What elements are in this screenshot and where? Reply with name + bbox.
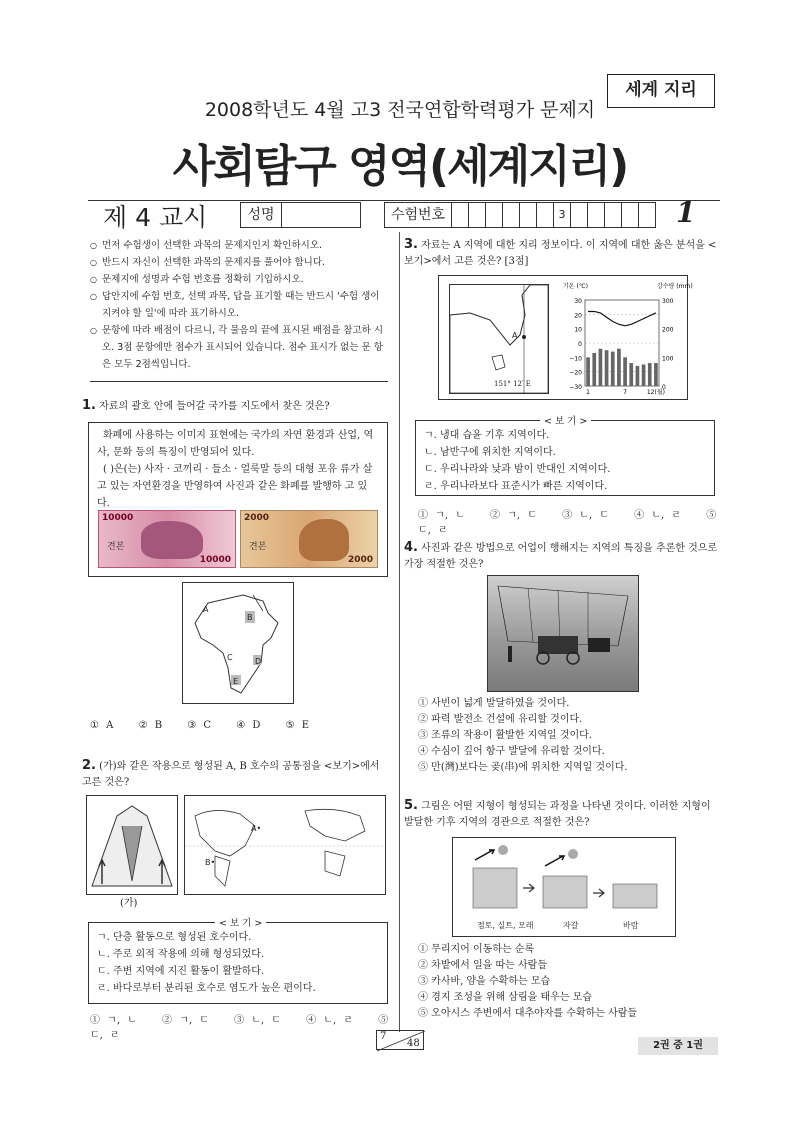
choice-5[interactable]: ⑤ 만(灣)보다는 곶(串)에 위치한 지역일 것이다. [418, 762, 628, 773]
choice-3[interactable]: ③ 카사바, 얌을 수확하는 모습 [418, 976, 551, 987]
month-tick-label: 1 [586, 389, 590, 396]
temp-tick-label: −20 [569, 369, 582, 377]
choice-1[interactable]: ① ㄱ, ㄴ [90, 1015, 137, 1026]
rift-valley-icon [87, 796, 177, 894]
choice-4[interactable]: ④ ㄴ, ㄹ [634, 510, 681, 521]
q2-fig-label: (가) [120, 898, 138, 909]
elephant-icon [141, 521, 203, 559]
instructions-list [90, 237, 390, 373]
temp-tick-label: −10 [569, 355, 582, 363]
exam-number-digit: 3 [554, 202, 571, 228]
precip-bar [648, 363, 652, 386]
choice-1[interactable]: ① 사빈이 넓게 발달하였을 것이다. [418, 698, 570, 709]
temp-tick-label: 0 [578, 341, 582, 348]
q3-stem: 3. 자료는 A 지역에 대한 지리 정보이다. 이 지역에 대한 옳은 분석을 <보기>에서 고른 것은? [3점] [404, 237, 717, 267]
q1-passage-1: 화폐에 사용하는 이미지 표현에는 국가의 자연 환경과 산업, 역사, 문화 등의 특징이 반영되어 있다. [97, 430, 374, 458]
choice-3[interactable]: ③ ㄴ, ㄷ [234, 1015, 281, 1026]
notes-rule [90, 381, 388, 382]
subject-badge: 세계 지리 [607, 74, 715, 108]
q3-figure [438, 275, 693, 400]
period-label: 제 4 교시 [103, 203, 208, 232]
climate-chart [559, 278, 693, 398]
choice-2[interactable]: ② B [138, 720, 163, 731]
choice-1[interactable]: ① ㄱ, ㄴ [418, 510, 465, 521]
choice-2[interactable]: ② 차밭에서 일을 따는 사람들 [418, 960, 547, 971]
temp-tick-label: 10 [574, 326, 582, 334]
page-number: 1 [676, 196, 696, 229]
precip-bar [605, 350, 609, 386]
q1-stem: 1. 자료의 괄호 안에 들어갈 국가를 지도에서 찾은 것은? [82, 398, 330, 413]
page-title: 사회탐구 영역(세계지리) [172, 141, 628, 192]
temp-tick-label: −30 [569, 384, 582, 391]
precip-bar [617, 349, 621, 386]
precip-bar [642, 365, 646, 387]
month-tick-label: 12(월) [646, 389, 665, 396]
choice-5[interactable]: ⑤ 오아시스 주변에서 대추야자를 수확하는 사람들 [418, 1008, 638, 1019]
column-divider [399, 232, 400, 1032]
page-counter: 7 48 [376, 1030, 424, 1050]
rift-diagram [86, 795, 178, 895]
precip-bar [654, 363, 658, 386]
choice-5[interactable]: ⑤ ㄷ, ㄹ [90, 1015, 389, 1041]
legend-wind: 바람 [623, 921, 639, 930]
precip-bar [623, 357, 627, 386]
world-map-icon [185, 796, 385, 894]
precip-bar [611, 352, 615, 386]
exam-number-field[interactable] [452, 202, 656, 228]
choice-3[interactable]: ③ C [187, 720, 212, 731]
choice-5[interactable]: ⑤ E [285, 720, 310, 731]
instruction-item: ○ 문제지에 성명과 수험 번호를 정확히 기입하시오. [90, 271, 390, 288]
deflation-diagram [452, 837, 676, 937]
world-map: A• B• [184, 795, 386, 895]
q5-stem: 5. 그림은 어떤 지형이 형성되는 과정을 나타낸 것이다. 이러한 지형이 발달한 기후 지역의 경관으로 적절한 것은? [404, 798, 711, 828]
australia-map: A 151° 12′ E [449, 284, 549, 394]
month-tick-label: 7 [623, 389, 627, 396]
q4-choices [418, 696, 718, 776]
choice-1[interactable]: ① 무리지어 이동하는 순록 [418, 944, 535, 955]
choice-2[interactable]: ② ㄱ, ㄷ [162, 1015, 209, 1026]
volume-label: 2권 중 1권 [638, 1037, 718, 1055]
precip-tick-label: 200 [662, 326, 674, 334]
instruction-item: ○ 문항에 따라 배점이 다르니, 각 물음의 끝에 표시된 배점을 참고하 시오. 3점 문항에만 점수가 표시되어 있습니다. 점수 표시가 없는 문 항은 모두 2점씩입니다. [90, 322, 390, 373]
choice-4[interactable]: ④ ㄴ, ㄹ [306, 1015, 353, 1026]
choice-2[interactable]: ② 파력 발전소 건설에 유리할 것이다. [418, 714, 583, 725]
q3-bogi-title: < 보 기 > [540, 413, 591, 427]
precip-bar [636, 366, 640, 386]
q1-passage-2: ( )은(는) 사자 · 코끼리 · 들소 · 얼룩말 등의 대형 포유 류가 살고 있는 자연환경을 반영하여 사진과 같은 화폐를 발행하 고 있다. [97, 464, 373, 509]
wind-erosion-icon [453, 838, 675, 918]
q3-choices [418, 506, 718, 536]
precip-bar [629, 363, 633, 386]
exam-number-label: 수험번호 [384, 202, 452, 228]
precip-bar [592, 353, 596, 386]
choice-3[interactable]: ③ ㄴ, ㄷ [562, 510, 609, 521]
instruction-item: ○ 먼저 수험생이 선택한 과목의 문제지인지 확인하시오. [90, 237, 390, 254]
q2-bogi-title: < 보 기 > [215, 915, 266, 929]
q2-stem: 2. (가)와 같은 작용으로 형성된 A, B 호수의 공통점을 <보기>에서 고른 것은? [82, 758, 380, 788]
temp-axis-label: 기온 (℃) [563, 283, 588, 290]
choice-1[interactable]: ① A [90, 720, 114, 731]
instruction-item: ○ 답안지에 수험 번호, 선택 과목, 답을 표기할 때는 반드시 '수험 생이 지켜야 할 일'에 따라 표기하시오. [90, 288, 390, 322]
precip-tick-label: 100 [662, 355, 674, 363]
q3-bogi-box: ㄱ. 냉대 습윤 기후 지역이다. ㄴ. 남반구에 위치한 지역이다. ㄷ. 우리나라와 낮과 밤이 반대인 지역이다. ㄹ. 우리나라보다 표준시가 빠른 지역이다. [415, 420, 715, 496]
temp-tick-label: 30 [574, 298, 582, 305]
q4-stem: 4. 사진과 같은 방법으로 어업이 행해지는 지역의 특징을 추론한 것으로 가장 적절한 것은? [404, 540, 718, 570]
fishing-photo [487, 575, 639, 692]
q1-choices [90, 720, 390, 731]
precip-tick-label: 0 [662, 384, 666, 391]
fishing-net-icon [488, 576, 638, 691]
choice-5[interactable]: ⑤ ㄷ, ㄹ [418, 510, 717, 536]
q2-choices [90, 1011, 390, 1041]
name-label: 성명 [240, 202, 282, 228]
exam-title: 2008학년도 4월 고3 전국연합학력평가 문제지 [204, 99, 596, 121]
banknote-lion: 2000 견본 2000 [240, 510, 378, 568]
precip-tick-label: 300 [662, 298, 674, 305]
precip-axis-label: 강수량 (mm) [657, 283, 693, 290]
choice-3[interactable]: ③ 조류의 작용이 활발한 지역일 것이다. [418, 730, 592, 741]
choice-4[interactable]: ④ 수심이 깊어 항구 발달에 유리할 것이다. [418, 746, 605, 757]
legend-silt: 점토, 실트, 모래 [477, 921, 534, 930]
legend-gravel: 자갈 [563, 921, 579, 930]
lion-icon [299, 519, 349, 561]
q5-choices [418, 942, 718, 1022]
name-field[interactable] [281, 202, 361, 228]
instruction-item: ○ 반드시 자신이 선택한 과목의 문제지를 풀어야 합니다. [90, 254, 390, 271]
choice-4[interactable]: ④ 경지 조성을 위해 삼림을 태우는 모습 [418, 992, 592, 1003]
temperature-line [588, 311, 656, 325]
precip-bar [586, 357, 590, 386]
choice-2[interactable]: ② ㄱ, ㄷ [490, 510, 537, 521]
africa-map: A B C D E [182, 582, 294, 704]
australia-coast-icon [450, 285, 548, 393]
precip-bar [599, 349, 603, 386]
banknote-elephant: 10000 견본 10000 [98, 510, 236, 568]
choice-4[interactable]: ④ D [236, 720, 261, 731]
temp-tick-label: 20 [574, 312, 582, 320]
q2-bogi-box: ㄱ. 단층 활동으로 형성된 호수이다. ㄴ. 주로 외적 작용에 의해 형성되었다. ㄷ. 주변 지역에 지진 활동이 활발하다. ㄹ. 바다로부터 분리된 호수로 염도가 높은 편이다. [88, 922, 388, 1004]
